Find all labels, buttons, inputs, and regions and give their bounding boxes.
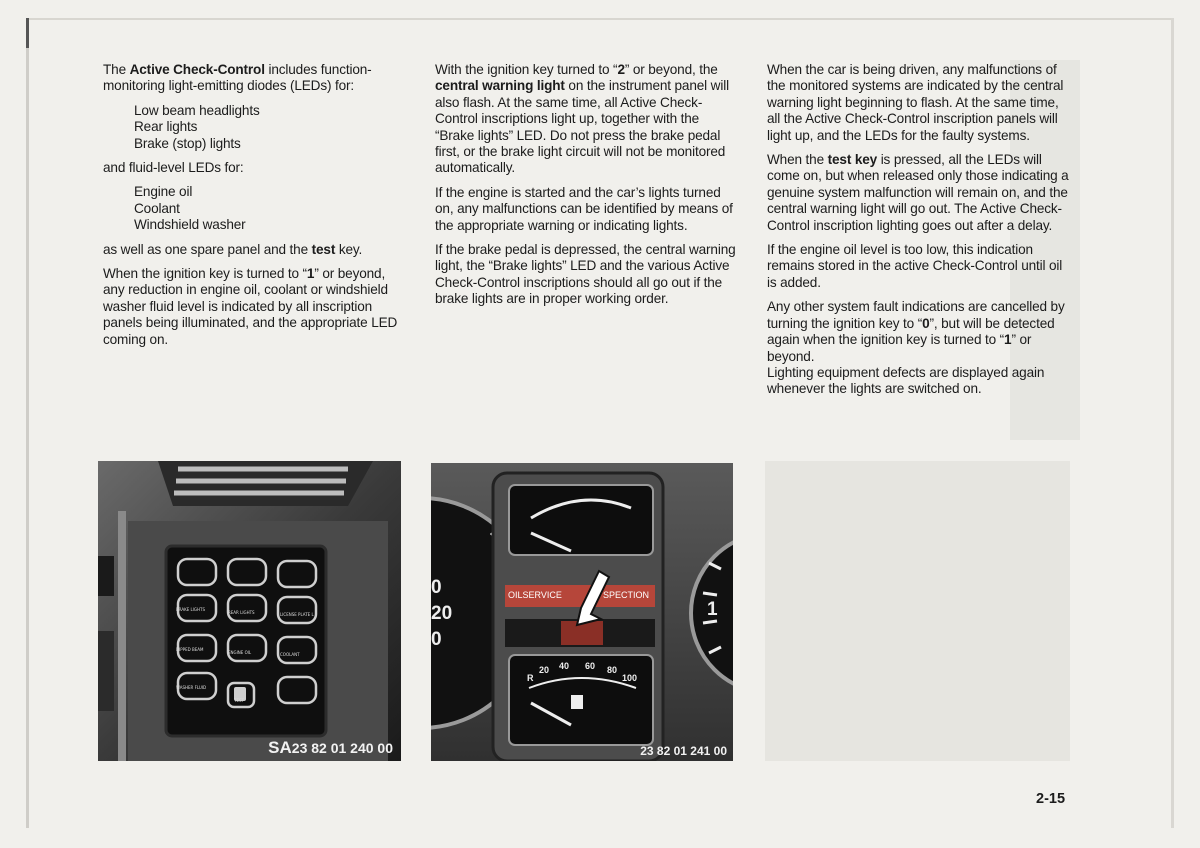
paragraph: When the car is being driven, any malfunctions of the monitored systems are indicated by the central warning light beginning to flash. At the same time, all the Active Check-Control inscription panels will light up, and the LEDs for the faulty systems. <box>767 62 1064 143</box>
list-item: Windshield washer <box>134 217 246 233</box>
text-column-2 <box>435 62 740 316</box>
inspection-label: SPECTION <box>603 590 650 600</box>
paragraph: If the engine is started and the car’s lights turned on, any malfunctions can be identified by means of the appropriate warning or indicating lights. <box>435 184 733 233</box>
bleed-through-photo <box>765 461 1070 761</box>
text-column-1 <box>103 62 403 356</box>
list-item: Low beam headlights <box>134 102 260 118</box>
paragraph: Lighting equipment defects are displayed again whenever the lights are switched on. <box>767 364 1045 397</box>
paragraph: If the brake pedal is depressed, the central warning light, the “Brake lights” LED and the various Active Check-Control inscriptions should all go out if the brake lights are in proper working order. <box>435 242 736 307</box>
list-item: Brake (stop) lights <box>134 135 241 151</box>
instrument-cluster-photo: 0 20 0 1 OILSERVICE SPECTION R 20 40 60 80 100 23 82 01 241 00 <box>431 463 733 761</box>
page-edge-top <box>28 18 1174 20</box>
list-item: Coolant <box>134 200 180 216</box>
intro-paragraph: The Active Check-Control includes function-monitoring light-emitting diodes (LEDs) for: <box>103 62 372 94</box>
page-edge-left <box>26 18 29 828</box>
text-column-3 <box>767 62 1072 406</box>
cluster-illustration <box>431 463 733 761</box>
ignition-paragraph: When the ignition key is turned to “1” or beyond, any reduction in engine oil, coolant or windshield washer fluid level is indicated by all inscription panels being illuminated, and the appropriate LED coming on. <box>103 266 398 347</box>
list-item: Engine oil <box>134 184 193 200</box>
page-number: 2-15 <box>1036 791 1066 807</box>
speedometer-digits: 0 20 0 <box>431 577 453 650</box>
paragraph: When the test key is pressed, all the LEDs will come on, but when released only those indicating a genuine system malfunction will remain on, and the central warning light will go out. The Active Check-Control inscription lighting goes out after a delay. <box>767 152 1069 233</box>
paragraph: Any other system fault indications are cancelled by turning the ignition key to “0”, but will be detected again when the ignition key is turned to “1” or beyond. <box>767 299 1065 364</box>
page-edge-right <box>1171 18 1174 828</box>
figure-caption: 23 82 01 241 00 <box>640 744 727 758</box>
led-list-2 <box>103 184 403 233</box>
paragraph: If the engine oil level is too low, this indication remains stored in the active Check-Control until oil is added. <box>767 242 1063 290</box>
paragraph: With the ignition key turned to “2” or beyond, the central warning light on the instrument panel will also flash. At the same time, all Active Check-Control inscriptions light up, together with the “Brake lights” LED. Do not press the brake pedal first, or the brake light circuit will not be monitored automatically. <box>435 62 729 176</box>
led-list-1 <box>103 103 403 152</box>
tachometer-digit: 1 <box>707 599 718 620</box>
oil-service-label: OILSERVICE <box>508 590 562 600</box>
figure-caption: SA23 82 01 240 00 <box>268 738 393 757</box>
panel-labels: BRAKE LIGHTS REAR LIGHTS LICENSE PLATE L DIPPED BEAM ENGINE OIL COOLANT WASHER FLUID TEST <box>176 607 314 703</box>
spare-paragraph: as well as one spare panel and the test key. <box>103 241 363 257</box>
list-item: Rear lights <box>134 119 198 135</box>
fluid-intro: and fluid-level LEDs for: <box>103 160 244 176</box>
